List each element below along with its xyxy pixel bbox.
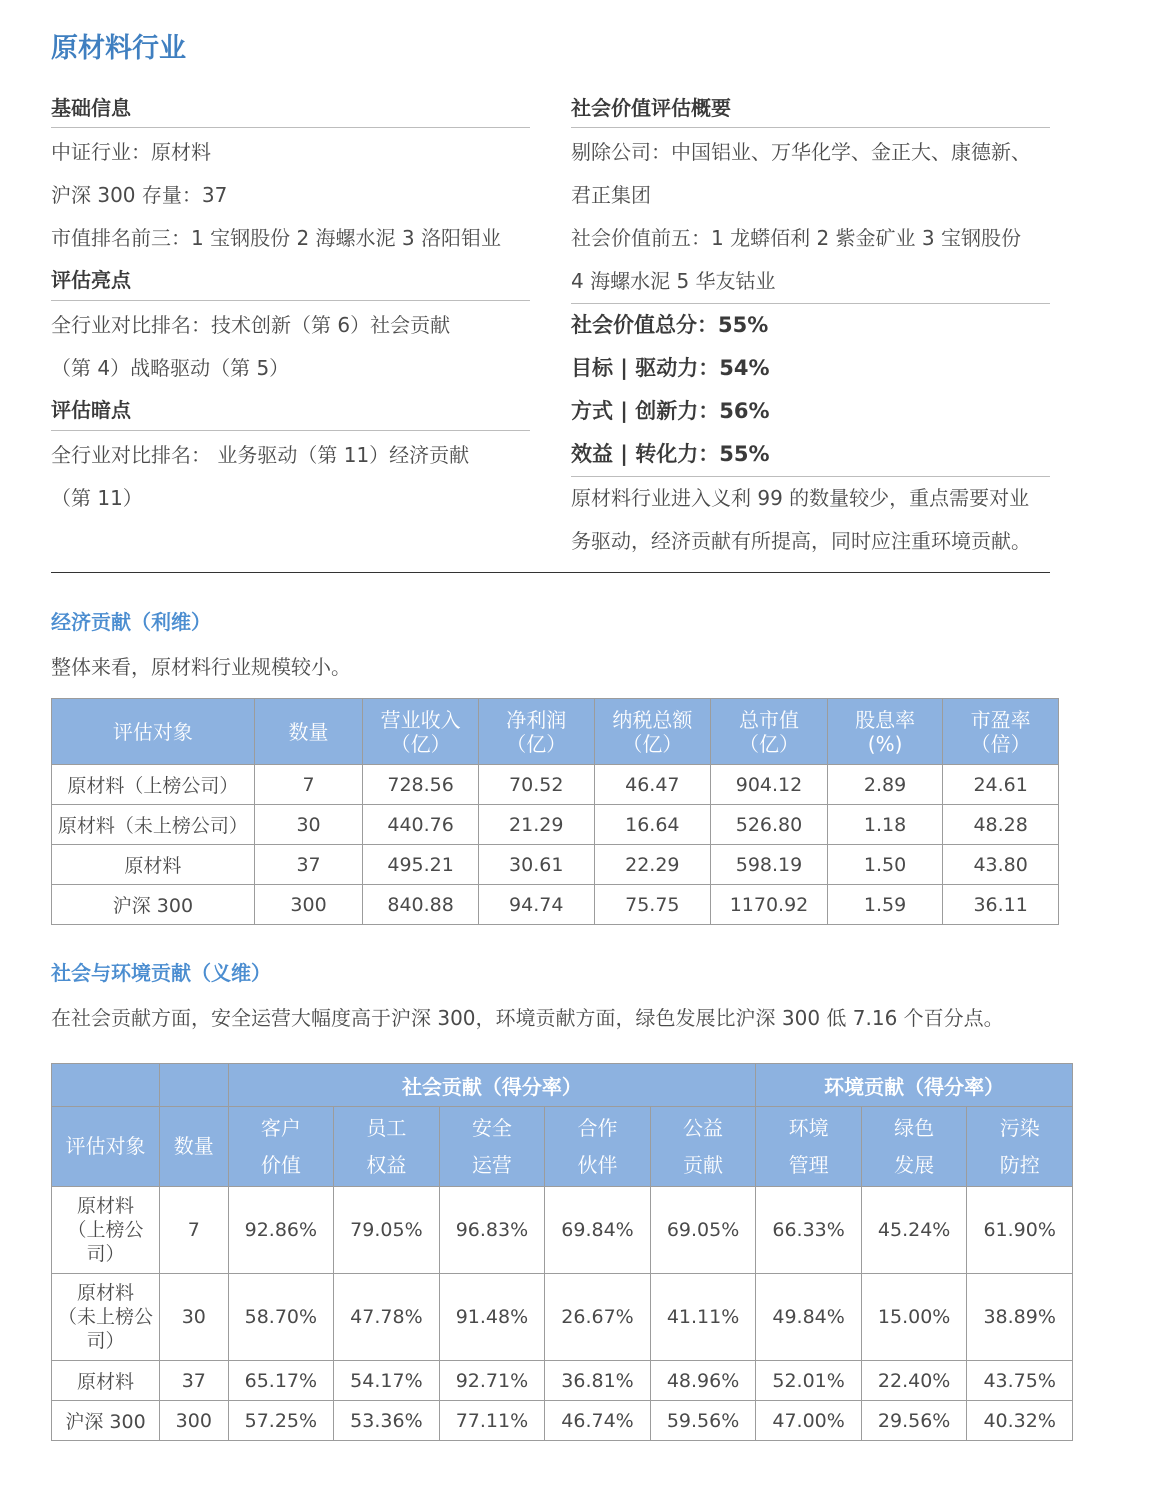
effect-score: 效益 | 转化力：55% (571, 433, 1050, 477)
table-cell: 46.74% (545, 1401, 651, 1441)
header-cell: 公益 贡献 (650, 1107, 756, 1187)
table-row (52, 805, 1059, 845)
table-cell: 1.59 (827, 885, 942, 925)
table-row (52, 885, 1059, 925)
table-cell: 94.74 (478, 885, 594, 925)
table-cell: 26.67% (545, 1274, 651, 1361)
group-header-social: 社会贡献（得分率） (228, 1064, 756, 1107)
table-cell: 300 (160, 1401, 229, 1441)
total-score: 社会价值总分：55% (571, 313, 769, 337)
header-cell: 净利润 （亿） (478, 699, 594, 765)
table-cell: 69.05% (650, 1187, 756, 1274)
table-cell: 53.36% (334, 1401, 440, 1441)
row-label: 原材料 (52, 1361, 160, 1401)
table-cell: 7 (160, 1187, 229, 1274)
weak-heading: 评估暗点 (51, 390, 530, 431)
excluded-line: 君正集团 (571, 183, 651, 207)
table-cell: 61.90% (967, 1187, 1073, 1274)
table-cell: 43.75% (967, 1361, 1073, 1401)
table-cell: 66.33% (756, 1187, 862, 1274)
table-cell: 45.24% (861, 1187, 967, 1274)
table-cell: 49.84% (756, 1274, 862, 1361)
header-cell: 评估对象 (52, 699, 255, 765)
highlights-line: （第 4）战略驱动（第 5） (51, 356, 290, 380)
table-cell: 原材料 (52, 845, 255, 885)
table-cell: 37 (254, 845, 362, 885)
weak-line: （第 11） (51, 486, 143, 510)
table-cell: 79.05% (334, 1187, 440, 1274)
table-cell: 495.21 (363, 845, 479, 885)
header-cell: 评估对象 (52, 1107, 160, 1187)
table-row (52, 1187, 1073, 1274)
group-header-env: 环境贡献（得分率） (756, 1064, 1073, 1107)
table-row (52, 1274, 1073, 1361)
table-cell: 22.29 (594, 845, 711, 885)
table-cell: 48.96% (650, 1361, 756, 1401)
summary-column (571, 90, 1050, 563)
header-cell: 市盈率 （倍） (943, 699, 1059, 765)
row-label: 原材料 （未上榜公 司） (52, 1274, 160, 1361)
row-label: 原材料 （上榜公 司） (52, 1187, 160, 1274)
table-cell: 47.00% (756, 1401, 862, 1441)
header-cell: 污染 防控 (967, 1107, 1073, 1187)
table-cell: 54.17% (334, 1361, 440, 1401)
table-cell: 440.76 (363, 805, 479, 845)
table-cell: 7 (254, 765, 362, 805)
industry-line: 中证行业：原材料 (51, 140, 211, 164)
top5-line: 4 海螺水泥 5 华友钴业 (571, 260, 1050, 304)
table-cell: 57.25% (228, 1401, 334, 1441)
header-cell: 环境 管理 (756, 1107, 862, 1187)
table-cell: 40.32% (967, 1401, 1073, 1441)
header-cell (52, 1064, 160, 1107)
highlights-line: 全行业对比排名：技术创新（第 6）社会贡献 (51, 313, 451, 337)
method-score: 方式 | 创新力：56% (571, 399, 770, 423)
table-cell: 原材料（上榜公司） (52, 765, 255, 805)
top3-line: 市值排名前三：1 宝钢股份 2 海螺水泥 3 洛阳钼业 (51, 226, 501, 250)
social-table (51, 1063, 1073, 1441)
table-cell: 29.56% (861, 1401, 967, 1441)
table-cell: 77.11% (439, 1401, 545, 1441)
table-cell: 沪深 300 (52, 885, 255, 925)
highlights-heading: 评估亮点 (51, 260, 530, 301)
summary-heading: 社会价值评估概要 (571, 90, 1050, 128)
table-cell: 原材料（未上榜公司） (52, 805, 255, 845)
header-cell: 数量 (160, 1107, 229, 1187)
table-cell: 21.29 (478, 805, 594, 845)
table-cell: 38.89% (967, 1274, 1073, 1361)
table-cell: 30 (254, 805, 362, 845)
basic-info-heading: 基础信息 (51, 90, 530, 128)
weak-line: 全行业对比排名： 业务驱动（第 11）经济贡献 (51, 443, 470, 467)
table-cell: 46.47 (594, 765, 711, 805)
header-cell: 绿色 发展 (861, 1107, 967, 1187)
table-row (52, 1401, 1073, 1441)
table-cell: 37 (160, 1361, 229, 1401)
header-cell: 客户 价值 (228, 1107, 334, 1187)
table-cell: 70.52 (478, 765, 594, 805)
econ-heading: 经济贡献（利维） (51, 610, 211, 634)
excluded-line: 剔除公司：中国铝业、万华化学、金正大、康德新、 (571, 140, 1031, 164)
top5-line: 社会价值前五：1 龙蟒佰利 2 紫金矿业 3 宝钢股份 (571, 226, 1021, 250)
section-divider (51, 572, 1050, 573)
basic-info-column (51, 90, 530, 520)
table-cell: 92.86% (228, 1187, 334, 1274)
table-cell: 30.61 (478, 845, 594, 885)
header-cell: 合作 伙伴 (545, 1107, 651, 1187)
table-cell: 24.61 (943, 765, 1059, 805)
header-cell: 营业收入 （亿） (363, 699, 479, 765)
table-cell: 15.00% (861, 1274, 967, 1361)
table-cell: 91.48% (439, 1274, 545, 1361)
table-group-header-row (52, 1064, 1073, 1107)
header-cell: 安全 运营 (439, 1107, 545, 1187)
table-cell: 96.83% (439, 1187, 545, 1274)
table-cell: 75.75 (594, 885, 711, 925)
table-cell: 47.78% (334, 1274, 440, 1361)
table-cell: 1170.92 (711, 885, 828, 925)
table-cell: 36.11 (943, 885, 1059, 925)
header-cell: 数量 (254, 699, 362, 765)
table-cell: 48.28 (943, 805, 1059, 845)
summary-comment: 原材料行业进入义利 99 的数量较少，重点需要对业 (571, 486, 1030, 510)
table-row (52, 765, 1059, 805)
table-cell: 65.17% (228, 1361, 334, 1401)
summary-comment: 务驱动，经济贡献有所提高，同时应注重环境贡献。 (571, 529, 1031, 553)
table-cell: 300 (254, 885, 362, 925)
table-row (52, 1361, 1073, 1401)
table-cell: 728.56 (363, 765, 479, 805)
goal-score: 目标 | 驱动力：54% (571, 356, 770, 380)
table-cell: 43.80 (943, 845, 1059, 885)
table-cell: 69.84% (545, 1187, 651, 1274)
row-label: 沪深 300 (52, 1401, 160, 1441)
table-header-row (52, 1107, 1073, 1187)
table-cell: 59.56% (650, 1401, 756, 1441)
header-cell: 总市值 （亿） (711, 699, 828, 765)
table-cell: 22.40% (861, 1361, 967, 1401)
social-text: 在社会贡献方面，安全运营大幅度高于沪深 300，环境贡献方面，绿色发展比沪深 300 低 7.16 个百分点。 (51, 1006, 1004, 1030)
table-cell: 2.89 (827, 765, 942, 805)
header-cell: 股息率 (%) (827, 699, 942, 765)
header-cell (160, 1064, 229, 1107)
econ-table (51, 698, 1059, 925)
table-cell: 598.19 (711, 845, 828, 885)
social-heading: 社会与环境贡献（义维） (51, 961, 271, 985)
table-cell: 58.70% (228, 1274, 334, 1361)
count-line: 沪深 300 存量：37 (51, 183, 228, 207)
header-cell: 纳税总额 （亿） (594, 699, 711, 765)
table-cell: 41.11% (650, 1274, 756, 1361)
table-row (52, 845, 1059, 885)
table-cell: 526.80 (711, 805, 828, 845)
table-header-row (52, 699, 1059, 765)
table-cell: 904.12 (711, 765, 828, 805)
page-title: 原材料行业 (51, 33, 186, 64)
table-cell: 1.50 (827, 845, 942, 885)
table-cell: 52.01% (756, 1361, 862, 1401)
table-cell: 92.71% (439, 1361, 545, 1401)
table-cell: 36.81% (545, 1361, 651, 1401)
header-cell: 员工 权益 (334, 1107, 440, 1187)
table-cell: 840.88 (363, 885, 479, 925)
econ-text: 整体来看，原材料行业规模较小。 (51, 655, 351, 679)
table-cell: 16.64 (594, 805, 711, 845)
table-cell: 1.18 (827, 805, 942, 845)
table-cell: 30 (160, 1274, 229, 1361)
